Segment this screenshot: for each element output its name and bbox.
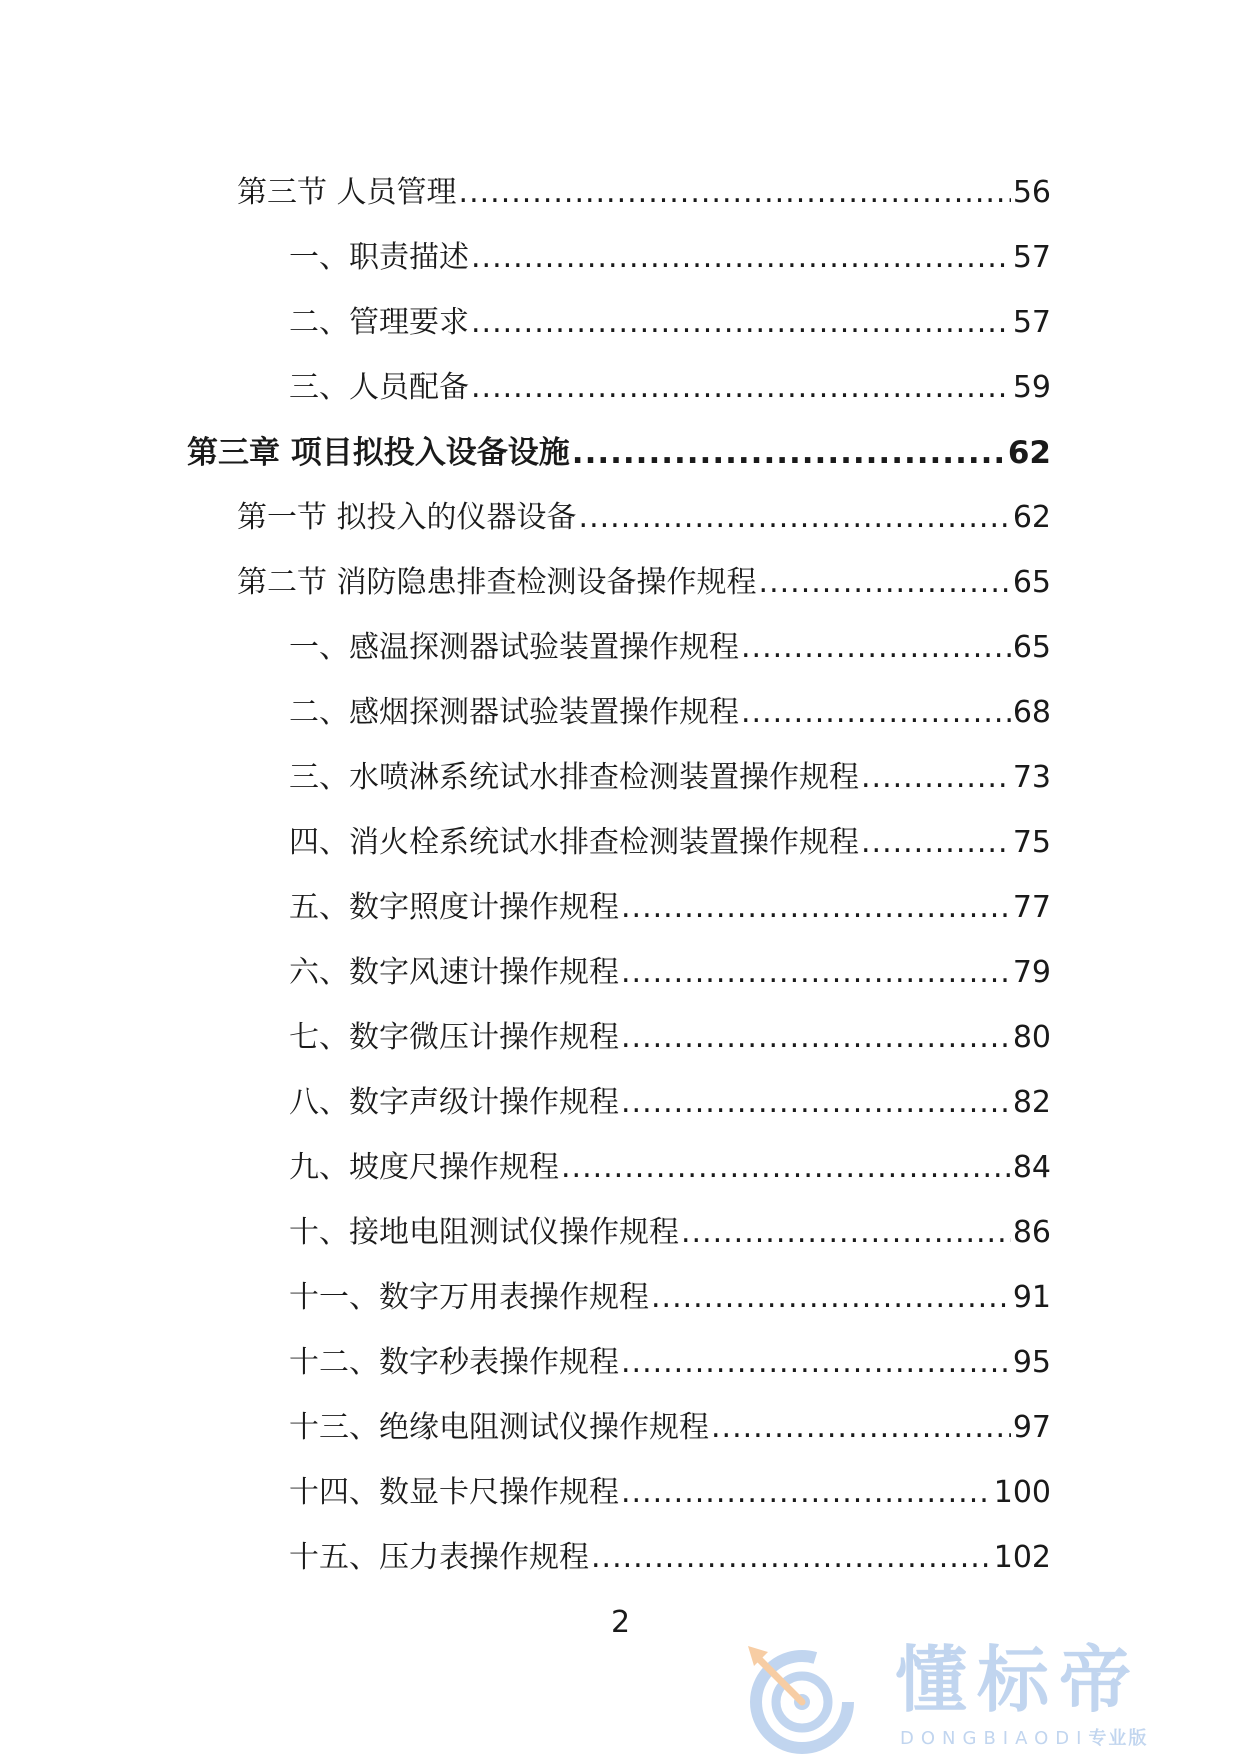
toc-entry-title: 三、人员配备 <box>289 369 469 405</box>
toc-dot-leader <box>471 368 1011 408</box>
toc-dot-leader <box>651 1278 1011 1318</box>
toc-entry[interactable] <box>0 1200 1241 1265</box>
toc-entry-page: 86 <box>1012 1214 1051 1250</box>
toc-entry-page: 75 <box>1012 824 1051 860</box>
toc-entry-page: 84 <box>1012 1149 1051 1185</box>
toc-entry-page: 79 <box>1012 954 1051 990</box>
toc-entry[interactable] <box>0 1005 1241 1070</box>
toc-entry[interactable] <box>0 1330 1241 1395</box>
toc-dot-leader <box>459 173 1011 213</box>
toc-entry-title: 第三章 项目拟投入设备设施 <box>187 434 570 471</box>
toc-entry-page: 62 <box>1012 499 1051 535</box>
toc-entry-title: 三、水喷淋系统试水排查检测装置操作规程 <box>289 759 859 795</box>
toc-entry-title: 第二节 消防隐患排查检测设备操作规程 <box>237 564 757 600</box>
toc-dot-leader <box>561 1148 1011 1188</box>
toc-dot-leader <box>741 628 1011 668</box>
toc-entry-title: 二、管理要求 <box>289 304 469 340</box>
toc-entry-page: 57 <box>1012 239 1051 275</box>
toc-dot-leader <box>621 1083 1011 1123</box>
toc-entry-page: 59 <box>1012 369 1051 405</box>
toc-entry-page: 82 <box>1012 1084 1051 1120</box>
toc-entry-title: 一、职责描述 <box>289 239 469 275</box>
toc-entry-title: 十四、数显卡尺操作规程 <box>289 1474 619 1510</box>
toc-entry-page: 65 <box>1012 564 1051 600</box>
toc-entry-title: 四、消火栓系统试水排查检测装置操作规程 <box>289 824 859 860</box>
toc-dot-leader <box>471 238 1011 278</box>
toc-entry-page: 62 <box>1007 434 1051 471</box>
toc-entry-title: 一、感温探测器试验装置操作规程 <box>289 629 739 665</box>
toc-entry-page: 100 <box>993 1474 1051 1510</box>
toc-entry[interactable] <box>0 875 1241 940</box>
toc-entry-page: 80 <box>1012 1019 1051 1055</box>
toc-entry-title: 十一、数字万用表操作规程 <box>289 1279 649 1315</box>
toc-dot-leader <box>759 563 1011 603</box>
toc-entry[interactable] <box>0 1135 1241 1200</box>
toc-entry[interactable] <box>0 615 1241 680</box>
toc-entry-title: 第一节 拟投入的仪器设备 <box>237 499 577 535</box>
toc-entry[interactable] <box>0 1265 1241 1330</box>
toc-entry[interactable] <box>0 290 1241 355</box>
toc-dot-leader <box>591 1538 992 1578</box>
toc-entry-page: 65 <box>1012 629 1051 665</box>
toc-entry[interactable] <box>0 745 1241 810</box>
watermark-edition: 专业版 <box>1088 1728 1149 1749</box>
toc-entry-title: 十二、数字秒表操作规程 <box>289 1344 619 1380</box>
watermark <box>740 1636 1230 1754</box>
toc-entry[interactable] <box>0 810 1241 875</box>
toc-entry-page: 77 <box>1012 889 1051 925</box>
page-number: 2 <box>610 1605 631 1640</box>
toc-dot-leader <box>579 498 1011 538</box>
toc-entry-title: 十五、压力表操作规程 <box>289 1539 589 1575</box>
toc-entry-page: 102 <box>993 1539 1051 1575</box>
toc-entry-page: 68 <box>1012 694 1051 730</box>
toc-chapter-entry[interactable] <box>0 420 1241 485</box>
toc-entry-page: 57 <box>1012 304 1051 340</box>
toc-dot-leader <box>621 1473 992 1513</box>
toc-entry-title: 九、坡度尺操作规程 <box>289 1149 559 1185</box>
table-of-contents <box>0 160 1241 1590</box>
toc-entry-page: 73 <box>1012 759 1051 795</box>
toc-entry-title: 十、接地电阻测试仪操作规程 <box>289 1214 679 1250</box>
toc-entry-title: 六、数字风速计操作规程 <box>289 954 619 990</box>
toc-entry[interactable] <box>0 680 1241 745</box>
toc-entry-page: 91 <box>1012 1279 1051 1315</box>
toc-entry[interactable] <box>0 485 1241 550</box>
toc-dot-leader <box>681 1213 1011 1253</box>
toc-entry-page: 95 <box>1012 1344 1051 1380</box>
toc-entry[interactable] <box>0 1460 1241 1525</box>
watermark-pinyin: DONGBIAODI <box>900 1728 1089 1749</box>
toc-entry-title: 五、数字照度计操作规程 <box>289 889 619 925</box>
toc-dot-leader <box>621 953 1011 993</box>
toc-dot-leader <box>471 303 1011 343</box>
toc-entry[interactable] <box>0 355 1241 420</box>
toc-entry-title: 二、感烟探测器试验装置操作规程 <box>289 694 739 730</box>
toc-entry-title: 十三、绝缘电阻测试仪操作规程 <box>289 1409 709 1445</box>
toc-entry-page: 56 <box>1012 174 1051 210</box>
toc-entry[interactable] <box>0 550 1241 615</box>
toc-dot-leader <box>621 1018 1011 1058</box>
toc-dot-leader <box>711 1408 1011 1448</box>
toc-dot-leader <box>572 433 1006 473</box>
watermark-subtitle <box>900 1724 1148 1750</box>
toc-dot-leader <box>861 823 1011 863</box>
watermark-brand-name: 懂标帝 <box>895 1638 1142 1722</box>
toc-dot-leader <box>741 693 1011 733</box>
toc-dot-leader <box>621 888 1011 928</box>
toc-entry-title: 七、数字微压计操作规程 <box>289 1019 619 1055</box>
toc-entry-page: 97 <box>1012 1409 1051 1445</box>
toc-entry[interactable] <box>0 1525 1241 1590</box>
toc-dot-leader <box>861 758 1011 798</box>
toc-entry[interactable] <box>0 225 1241 290</box>
toc-dot-leader <box>621 1343 1011 1383</box>
toc-entry[interactable] <box>0 940 1241 1005</box>
toc-entry[interactable] <box>0 1395 1241 1460</box>
toc-entry-title: 八、数字声级计操作规程 <box>289 1084 619 1120</box>
target-logo-icon <box>740 1636 865 1754</box>
toc-entry-title: 第三节 人员管理 <box>237 174 457 210</box>
toc-entry[interactable] <box>0 1070 1241 1135</box>
toc-entry[interactable] <box>0 160 1241 225</box>
